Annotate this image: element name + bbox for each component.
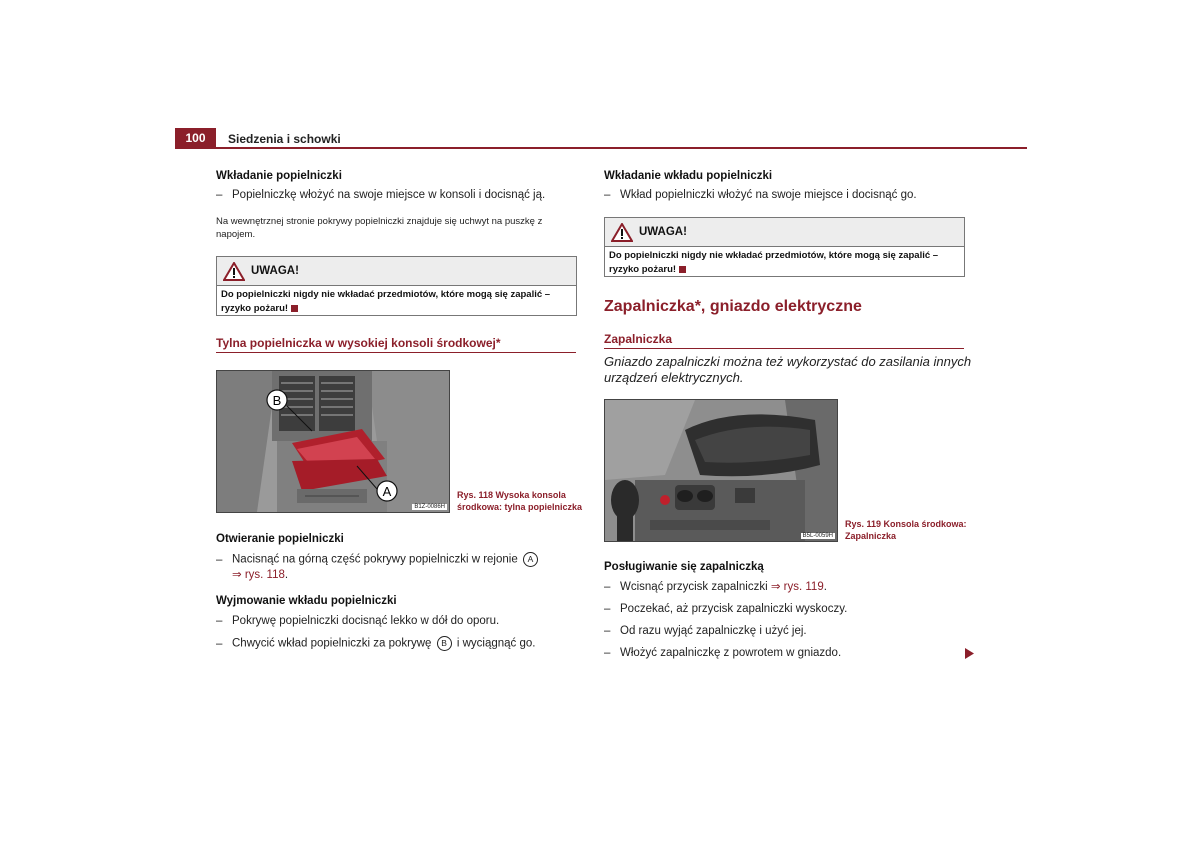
subheading-rear-ashtray: Tylna popielniczka w wysokiej konsoli środkowej* [216, 336, 501, 350]
figure-code: B1Z-0086H [414, 504, 445, 510]
figure-lighter [604, 399, 838, 542]
intro-text: Gniazdo zapalniczki można też wykorzystać do zasilania innych urządzeń elektrycznych. [604, 354, 972, 385]
list-item: – Pokrywę popielniczki docisnąć lekko w dół do oporu. [216, 615, 500, 627]
subheading-rule [216, 352, 576, 353]
label-b: B [272, 393, 282, 408]
continue-arrow-icon [965, 648, 974, 659]
figure-caption: Rys. 118 Wysoka konsola środkowa: tylna popielniczka [457, 490, 583, 512]
lighter-marker [660, 495, 670, 505]
list-item: – Włożyć zapalniczkę z powrotem w gniazdo. [604, 647, 842, 659]
warning-title: UWAGA! [251, 265, 299, 277]
warning-title: UWAGA! [639, 226, 687, 238]
warning-box [604, 217, 965, 277]
warning-text: Do popielniczki nigdy nie wkładać przedmiotów, które mogą się zapalić – ryzyko pożaru! [221, 289, 551, 314]
heading-remove-insert: Wyjmowanie wkładu popielniczki [216, 595, 397, 607]
figure-rear-ashtray [216, 370, 450, 513]
warning-header [605, 218, 964, 247]
console-lighter-illustration [605, 400, 837, 541]
figure-caption: Rys. 119 Konsola środkowa: Zapalniczka [845, 519, 967, 541]
figure-link[interactable]: ⇒ rys. 119 [770, 581, 824, 593]
page-number: 100 [175, 128, 216, 148]
list-item: – Wcisnąć przycisk zapalniczki ⇒ rys. 119. [604, 581, 827, 593]
label-a-ref: A [523, 552, 538, 567]
list-item: – Chwycić wkład popielniczki za pokrywę B i wyciągnąć go. [216, 637, 536, 650]
warning-text: Do popielniczki nigdy nie wkładać przedmiotów, które mogą się zapalić – ryzyko pożaru! [609, 250, 939, 275]
heading-use-lighter: Posługiwanie się zapalniczką [604, 561, 764, 573]
section-heading-lighter: Zapalniczka*, gniazdo elektryczne [604, 298, 862, 315]
warning-box [216, 256, 577, 316]
note-text: Na wewnętrznej stronie pokrywy popielniczki znajduje się uchwyt na puszkę z napojem. [216, 216, 543, 240]
warning-triangle-icon [223, 262, 245, 281]
console-ashtray-illustration [217, 371, 449, 512]
list-item: – Poczekać, aż przycisk zapalniczki wyskoczy. [604, 603, 848, 615]
header-rule [175, 147, 1027, 149]
figure-code: B5L-0059H [802, 533, 833, 539]
end-marker [679, 266, 686, 273]
heading-open-ashtray: Otwieranie popielniczki [216, 533, 344, 545]
end-marker [291, 305, 298, 312]
warning-triangle-icon [611, 223, 633, 242]
subheading-rule [604, 348, 964, 349]
section-title: Siedzenia i schowki [228, 132, 341, 146]
label-b-ref: B [437, 636, 452, 651]
list-item: – Popielniczkę włożyć na swoje miejsce w konsoli i docisnąć ją. [216, 189, 546, 201]
warning-header [217, 257, 576, 286]
list-item: – Wkład popielniczki włożyć na swoje miejsce i docisnąć go. [604, 189, 917, 201]
list-item: – Nacisnąć na górną część pokrywy popielniczki w rejonie A ⇒ rys. 118. [216, 552, 576, 583]
label-a: A [382, 484, 392, 499]
heading-insert-insert: Wkładanie wkładu popielniczki [604, 170, 773, 182]
list-item: – Od razu wyjąć zapalniczkę i użyć jej. [604, 625, 807, 637]
heading-insert-ashtray: Wkładanie popielniczki [216, 170, 342, 182]
subheading-lighter: Zapalniczka [604, 332, 673, 346]
figure-link[interactable]: ⇒ rys. 118 [232, 568, 285, 581]
